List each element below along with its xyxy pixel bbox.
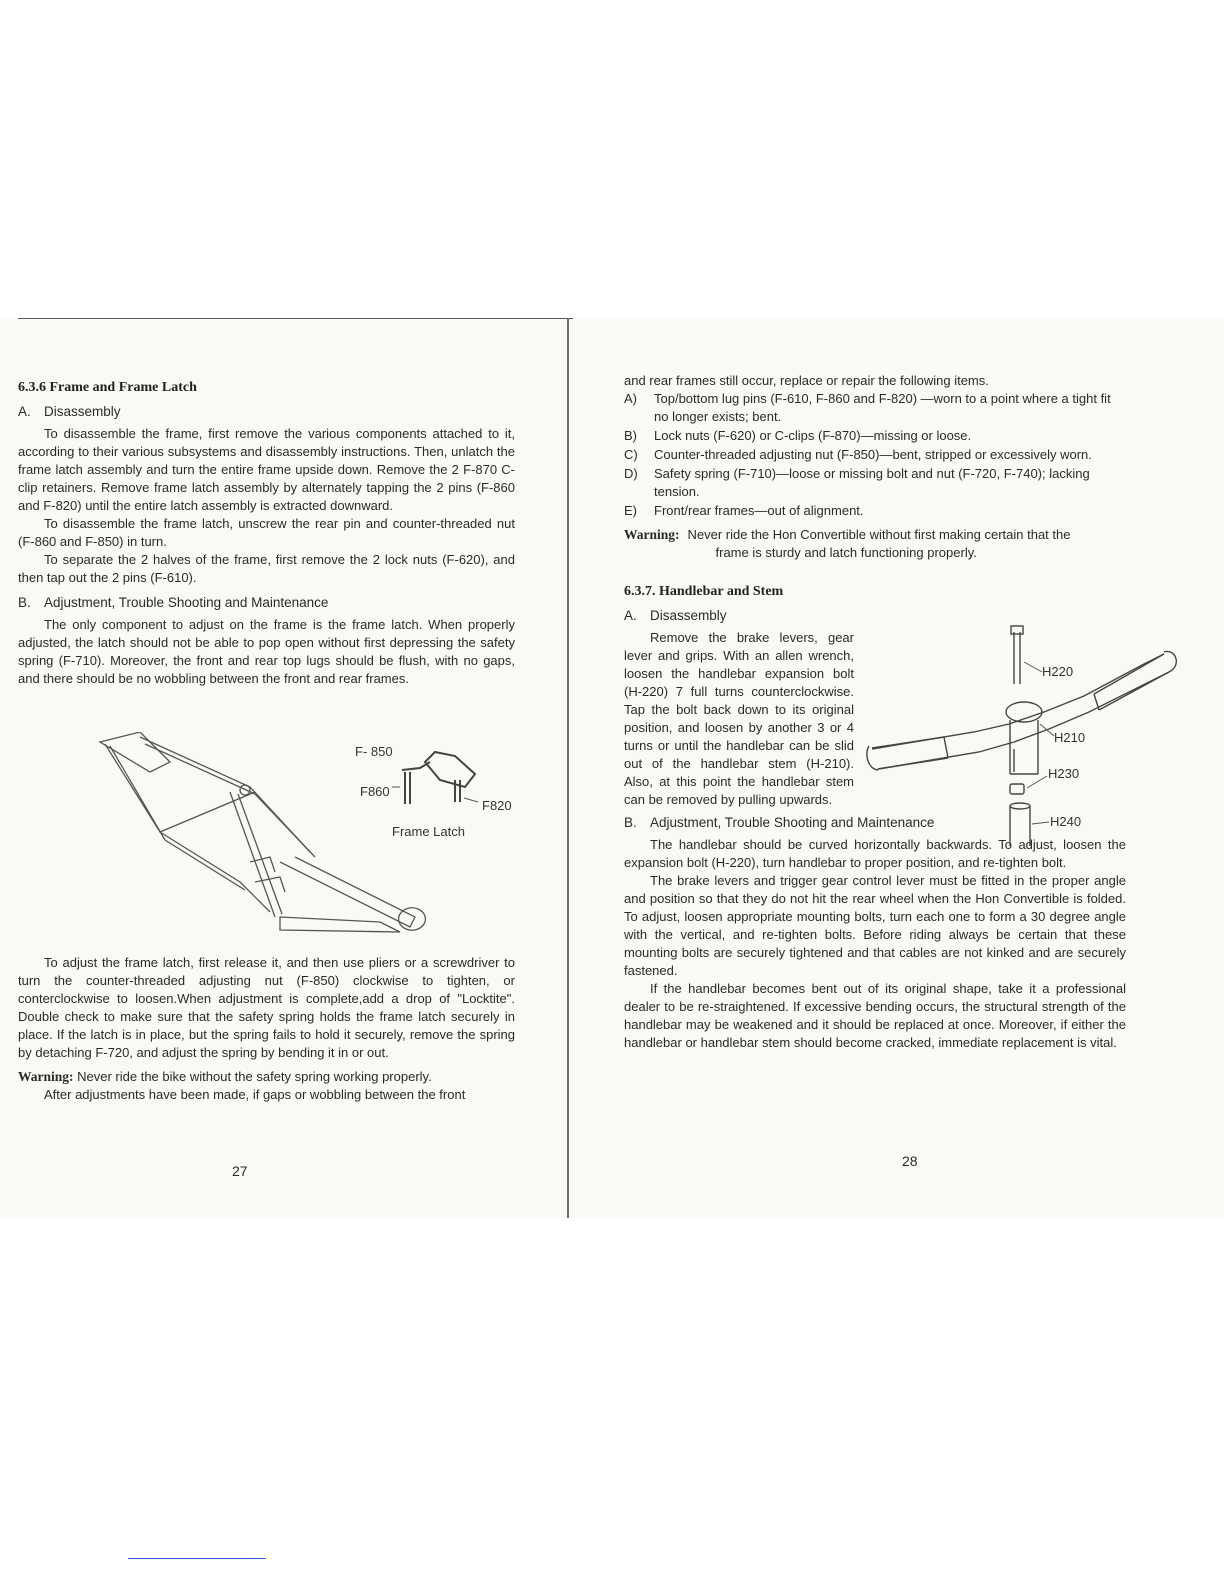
subheading-title: Adjustment, Trouble Shooting and Maintenance bbox=[44, 595, 329, 610]
list-key: D) bbox=[624, 466, 638, 481]
handlebar-figure bbox=[864, 624, 1194, 854]
paragraph: To separate the 2 halves of the frame, first remove the 2 lock nuts (F-620), and then tap out the 2 pins (F-610). bbox=[18, 552, 515, 585]
warning-label: Warning: bbox=[18, 1069, 74, 1084]
paragraph: and rear frames still occur, replace or repair the following items. bbox=[624, 373, 989, 388]
paragraph: Remove the brake levers, gear lever and grips. With an allen wrench, loosen the handlebar expansion bolt (H-220) 7 full turns counterclockwise. Tap the bolt back down to its original position, and loosen by another 3 or 4 turns or until the handlebar can be slid out of the handlebar stem (H-210). Also, at this point the handlebar stem can be removed by pulling upwards. bbox=[624, 630, 854, 807]
book-gutter bbox=[567, 318, 569, 1218]
paragraph: To disassemble the frame, first remove the various components attached to it, according to their various subsystems and disassembly instructions. Then, unlatch the frame latch assembly and turn the entire frame upside down. Remove the 2 F-870 C-clip retainers. Remove frame latch assembly by alternately tapping the 2 pins (F-860 and F-820) until the entire latch assembly is extracted downward. bbox=[18, 426, 515, 513]
section-title-frame: 6.3.6 Frame and Frame Latch bbox=[18, 380, 197, 395]
paragraph: After adjustments have been made, if gaps or wobbling between the front bbox=[44, 1087, 466, 1102]
paragraph: The brake levers and trigger gear control lever must be fitted in the proper angle and position so that they do not hit the rear wheel when the Hon Convertible is folded. To adjust, loosen appropriate mounting bolts, turn each one to form a 30 degree angle with the vertical, and re-tighten bolts. Before riding always be certain that these mounting bolts are securely tightened and that cables are not kinked and are securely fastened. bbox=[624, 873, 1126, 978]
list-item bbox=[624, 390, 1126, 426]
list-text: Safety spring (F-710)—loose or missing bolt and nut (F-720, F-740); lacking tension. bbox=[654, 466, 1090, 499]
paragraph: The only component to adjust on the frame is the frame latch. When properly adjusted, the latch should not be able to pop open without first depressing the safety spring (F-710). Moreover, the front and rear top lugs should be flush, with no gaps, and there should be no wobbling between the front and rear frames. bbox=[18, 617, 515, 686]
right-grip-end bbox=[1164, 651, 1176, 672]
label-f820: F820 bbox=[482, 798, 512, 813]
paragraph: To adjust the frame latch, first release it, and then use pliers or a screwdriver to turn the counter-threaded adjusting nut (F-850) clockwise to tighten, or conterclockwise to loosen.When adjustment is complete,add a drop of "Locktite". Double check to make sure that the safety spring holds the frame latch securely in place. If the latch is in place, but the spring fails to hold it securely, remove the spring by detaching F-720, and adjust the spring by bending it in or out. bbox=[18, 955, 515, 1060]
list-item bbox=[624, 427, 1126, 445]
warning-text: Never ride the bike without the safety spring working properly. bbox=[77, 1069, 432, 1084]
subheading-adjustment bbox=[18, 595, 515, 610]
label-h240: H240 bbox=[1050, 814, 1082, 829]
list-key: A) bbox=[624, 391, 637, 406]
warning-block bbox=[624, 526, 1126, 562]
label-f850: F- 850 bbox=[355, 744, 393, 759]
subheading-disassembly bbox=[624, 608, 1126, 623]
left-page-lower bbox=[18, 954, 515, 1104]
warning-line bbox=[18, 1068, 515, 1086]
list-key: B) bbox=[624, 428, 637, 443]
label-f860: F860 bbox=[360, 784, 390, 799]
page-number-right: 28 bbox=[902, 1153, 918, 1169]
list-text: Top/bottom lug pins (F-610, F-860 and F-820) —worn to a point where a tight fit no longer exists; bent. bbox=[654, 391, 1111, 424]
handlebar-rear-edge bbox=[878, 672, 1169, 769]
section-title-handlebar: 6.3.7. Handlebar and Stem bbox=[624, 584, 784, 599]
subheading-title: Disassembly bbox=[44, 404, 121, 419]
subheading-title: Adjustment, Trouble Shooting and Maintenance bbox=[650, 815, 935, 830]
bolt-head bbox=[1011, 626, 1023, 634]
paragraph: To disassemble the frame latch, unscrew the rear pin and counter-threaded nut (F-860 and F-850) in turn. bbox=[18, 516, 515, 549]
paragraph: The handlebar should be curved horizontally backwards. To adjust, loosen the expansion bolt (H-220), turn handlebar to proper position, and re-tighten bolt. bbox=[624, 837, 1126, 870]
subheading-title: Disassembly bbox=[650, 608, 727, 623]
handlebar-front-edge bbox=[872, 654, 1164, 749]
label-h230: H230 bbox=[1048, 766, 1080, 781]
warning-line-2: frame is sturdy and latch functioning properly. bbox=[715, 545, 977, 560]
frame-latch-figure bbox=[80, 732, 520, 952]
figure-caption: Frame Latch bbox=[392, 824, 465, 839]
list-item bbox=[624, 446, 1126, 464]
right-grip bbox=[1094, 654, 1169, 710]
frame-top-tube-inner bbox=[145, 744, 315, 857]
list-item bbox=[624, 465, 1126, 501]
list-text: Counter-threaded adjusting nut (F-850)—bent, stripped or excessively worn. bbox=[654, 447, 1092, 462]
frame-rear-dropout bbox=[399, 908, 426, 930]
subheading-letter: B. bbox=[18, 595, 31, 610]
subheading-letter: A. bbox=[624, 608, 637, 623]
latch-body bbox=[425, 752, 475, 787]
list-key: C) bbox=[624, 447, 638, 462]
warning-label: Warning: bbox=[624, 527, 680, 542]
label-h220: H220 bbox=[1042, 664, 1074, 679]
wedge-h230 bbox=[1010, 784, 1024, 794]
list-text: Front/rear frames—out of alignment. bbox=[654, 503, 864, 518]
list-text: Lock nuts (F-620) or C-clips (F-870)—missing or loose. bbox=[654, 428, 972, 443]
frame-diagram bbox=[80, 732, 520, 952]
list-item bbox=[624, 502, 1126, 520]
frame-bottom-tube bbox=[280, 917, 400, 932]
handlebar-diagram bbox=[864, 624, 1194, 854]
left-grip bbox=[872, 737, 948, 769]
warning-line-1: Never ride the Hon Convertible without first making certain that the bbox=[687, 527, 1071, 542]
bottom-rule bbox=[128, 1558, 266, 1559]
wedge-h240 bbox=[1010, 806, 1030, 846]
repair-list bbox=[624, 390, 1126, 520]
list-key: E) bbox=[624, 503, 637, 518]
expansion-bolt bbox=[1014, 632, 1020, 684]
top-rule bbox=[18, 318, 573, 319]
subheading-letter: A. bbox=[18, 404, 31, 419]
subheading-disassembly bbox=[18, 404, 515, 419]
left-page bbox=[18, 380, 515, 688]
page-number-left: 27 bbox=[232, 1163, 248, 1179]
paragraph: If the handlebar becomes bent out of its original shape, take it a professional dealer to be re-straightened. If excessive bending occurs, the structural strength of the handlebar may be weakened and it should be replaced at once. Moreover, if either the handlebar or handlebar stem should become cracked, immediate replacement is vital. bbox=[624, 981, 1126, 1050]
subheading-letter: B. bbox=[624, 815, 637, 830]
label-h210: H210 bbox=[1054, 730, 1086, 745]
